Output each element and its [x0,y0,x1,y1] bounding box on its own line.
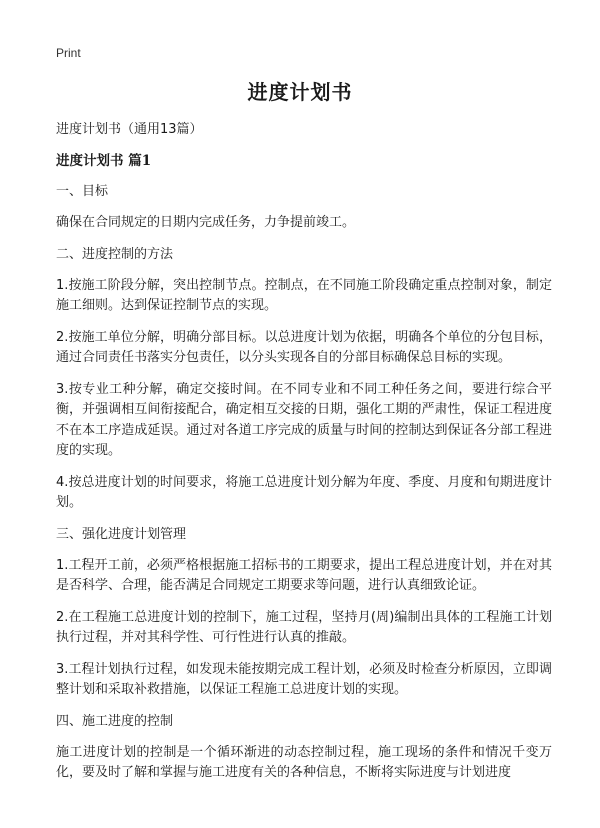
paragraph: 3.工程计划执行过程，如发现未能按期完成工程计划，必须及时检查分析原因，立即调整计划和采取补救措施，以保证工程施工总进度计划的实现。 [56,661,552,697]
document-body [56,120,552,795]
section-heading: 四、施工进度的控制 [56,713,174,729]
paragraph: 4.按总进度计划的时间要求，将施工总进度计划分解为年度、季度、月度和旬期进度计划。 [56,474,552,510]
paragraph: 2.按施工单位分解，明确分部目标。以总进度计划为依据，明确各个单位的分包目标，通过合同责任书落实分包责任，以分头实现各自的分部目标确保总目标的实现。 [56,329,552,365]
print-link[interactable]: Print [56,46,81,60]
document-subtitle: 进度计划书（通用13篇） [56,122,203,137]
section-heading: 三、强化进度计划管理 [56,526,187,542]
paragraph: 确保在合同规定的日期内完成任务，力争提前竣工。 [56,215,356,230]
document-title: 进度计划书 [247,80,353,104]
paragraph: 3.按专业工种分解，确定交接时间。在不同专业和不同工种任务之间，要进行综合平衡，并强调相互间衔接配合，确定相互交接的日期，强化工期的严肃性，保证工程进度不在本工序造成延误。通过对各道工序完成的质量与时间的控制达到保证各分部工程进度的实现。 [56,381,552,458]
section-title: 进度计划书 篇1 [56,153,152,169]
paragraph: 施工进度计划的控制是一个循环渐进的动态控制过程，施工现场的条件和情况千变万化，要及时了解和掌握与施工进度有关的各种信息，不断将实际进度与计划进度 [56,744,552,780]
section-heading: 二、进度控制的方法 [56,246,174,262]
paragraph: 2.在工程施工总进度计划的控制下，施工过程，坚持月(周)编制出具体的工程施工计划执行过程，并对其科学性、可行性进行认真的推敲。 [56,609,552,645]
paragraph: 1.按施工阶段分解，突出控制节点。控制点，在不同施工阶段确定重点控制对象，制定施工细则。达到保证控制节点的实现。 [56,277,552,313]
paragraph: 1.工程开工前，必须严格根据施工招标书的工期要求，提出工程总进度计划，并在对其是否科学、合理，能否满足合同规定工期要求等问题，进行认真细致论证。 [56,557,552,593]
section-heading: 一、目标 [56,184,109,199]
